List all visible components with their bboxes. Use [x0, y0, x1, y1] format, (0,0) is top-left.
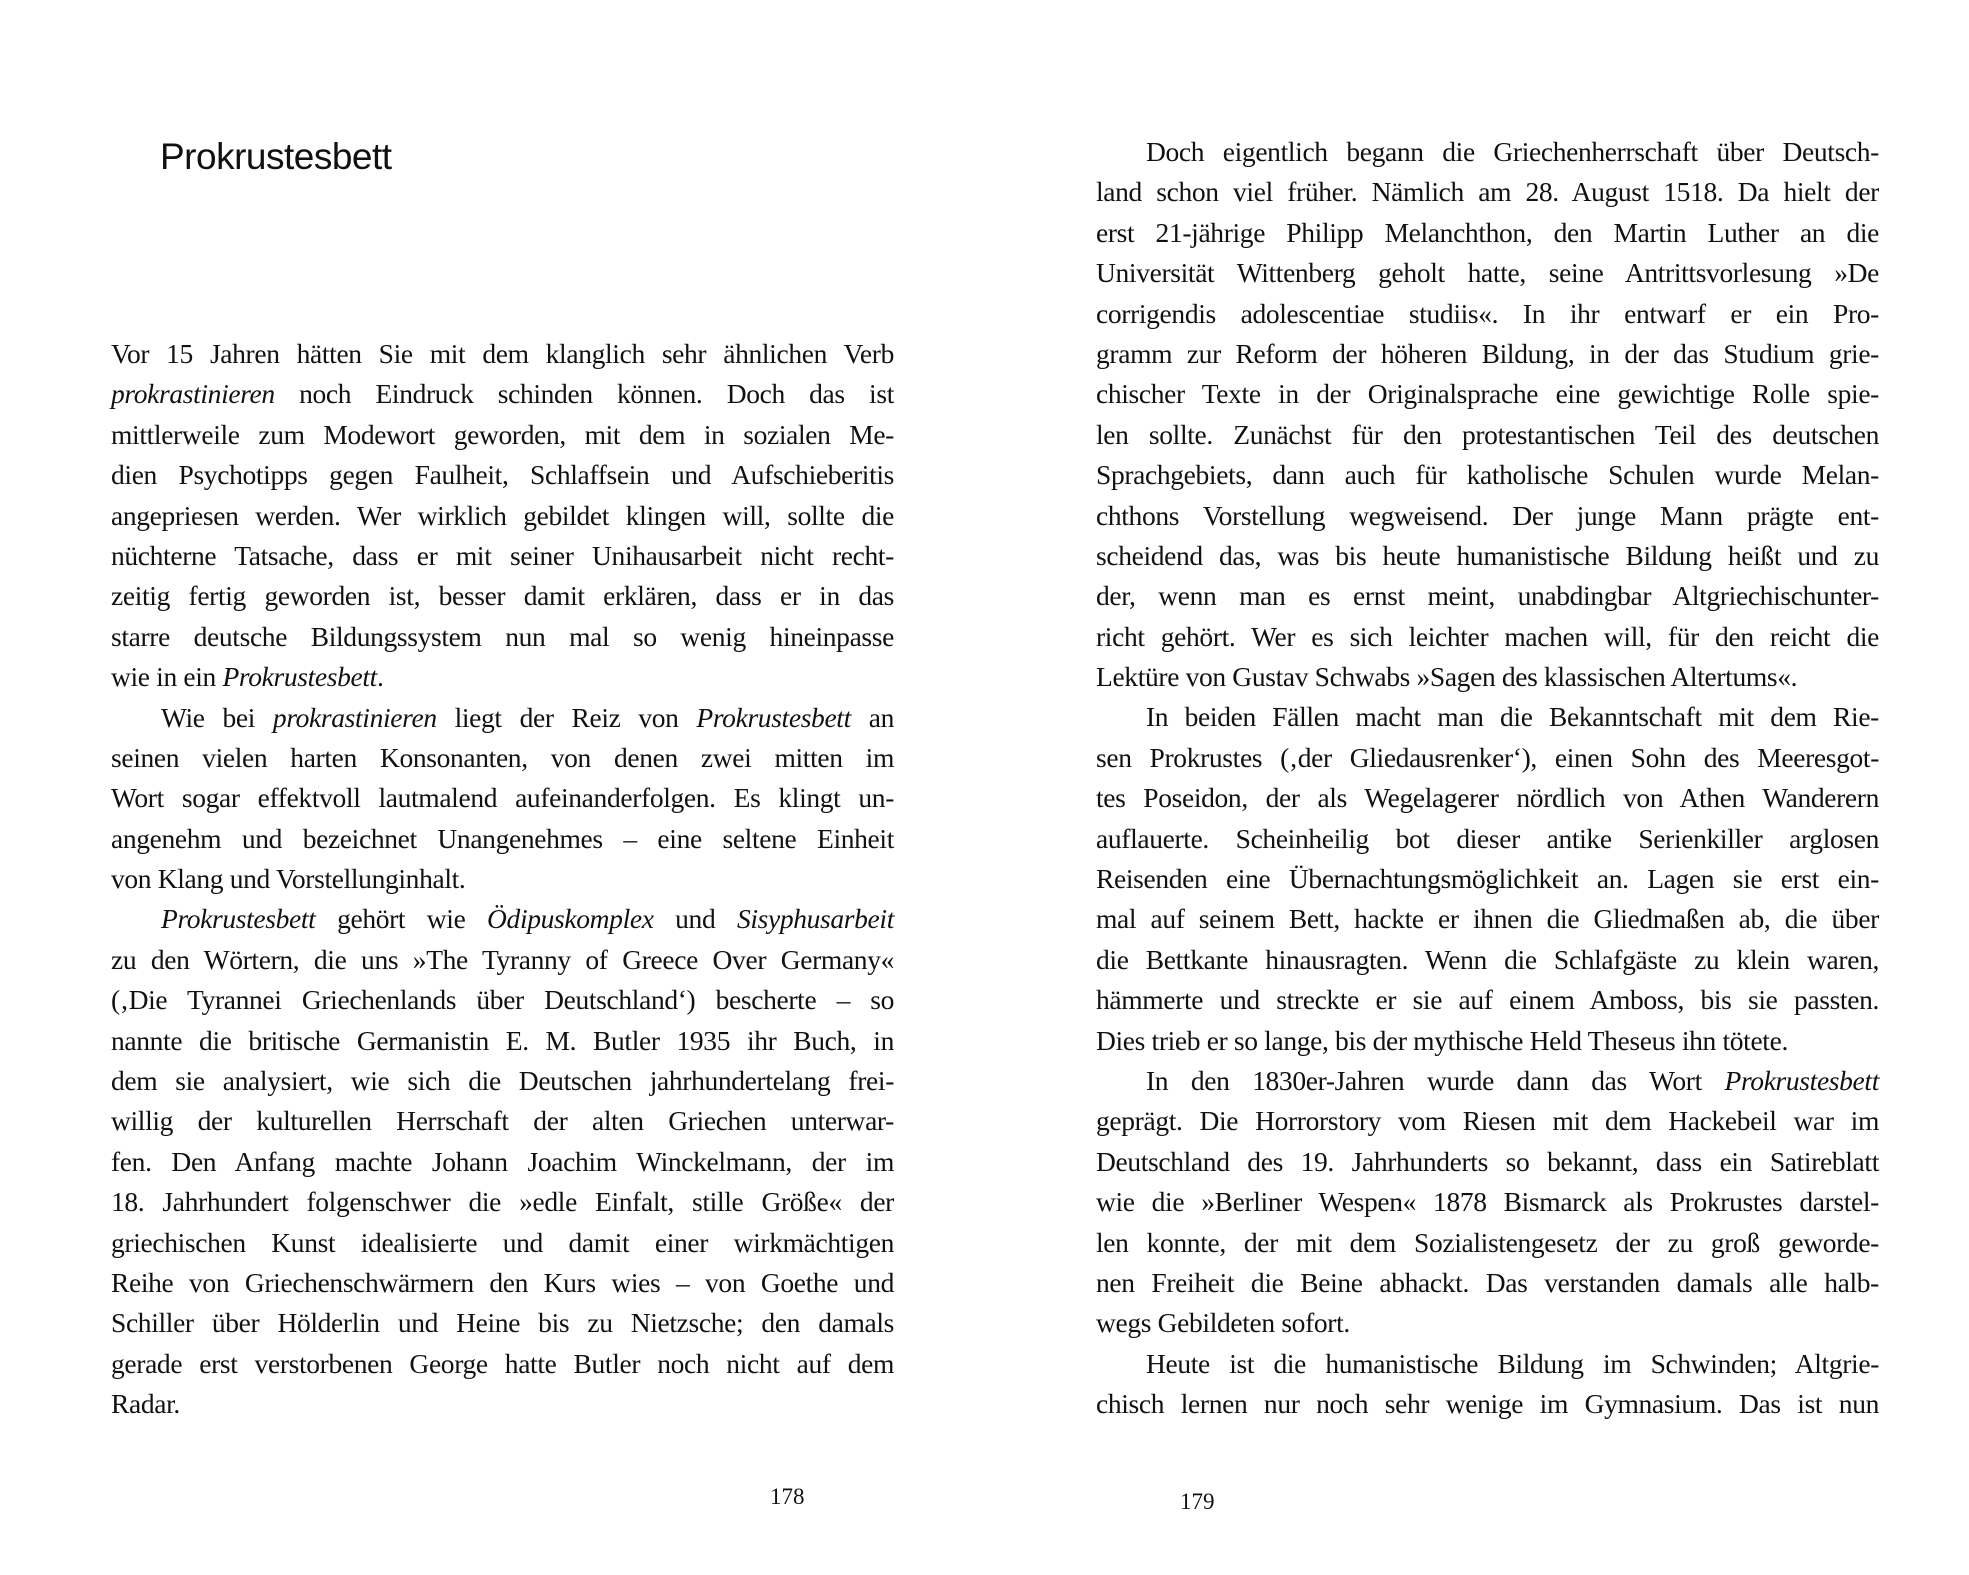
text-segment: mittlerweile zum Modewort geworden, mit dem in sozialen Me-: [111, 418, 894, 450]
text-line: [1096, 172, 1879, 212]
text-segment: auflauerte. Scheinheilig bot dieser antike Serienkiller arglosen: [1096, 822, 1879, 854]
left-page-body: [111, 334, 894, 1425]
text-line: [111, 374, 894, 414]
paragraph: [111, 899, 894, 1424]
text-segment: In den 1830er-Jahren wurde dann das Wort: [1146, 1064, 1725, 1096]
text-line: [1096, 374, 1879, 414]
text-line: [111, 859, 894, 899]
italic-term: Ödipuskomplex: [487, 903, 654, 935]
text-line: [1096, 1223, 1879, 1263]
text-segment: Radar.: [111, 1388, 180, 1420]
paragraph: [111, 698, 894, 900]
text-line: [111, 617, 894, 657]
text-segment: nen Freiheit die Beine abhackt. Das verstanden damals alle halb-: [1096, 1266, 1879, 1298]
text-line: [1096, 1344, 1879, 1384]
text-segment: Wort sogar effektvoll lautmalend aufeinanderfolgen. Es klingt un-: [111, 782, 894, 814]
italic-term: Prokrustesbett: [222, 661, 377, 693]
text-line: [1096, 1384, 1879, 1424]
right-page-body: [1096, 132, 1879, 1425]
text-line: [111, 1182, 894, 1222]
italic-term: Prokrustesbett: [696, 701, 851, 733]
text-segment: gerade erst verstorbenen George hatte Butler noch nicht auf dem: [111, 1347, 894, 1379]
text-line: [1096, 1182, 1879, 1222]
text-segment: wegs Gebildeten sofort.: [1096, 1307, 1350, 1339]
text-line: [1096, 1263, 1879, 1303]
text-segment: Universität Wittenberg geholt hatte, seine Antrittsvorlesung »De: [1096, 257, 1879, 289]
text-line: [111, 738, 894, 778]
text-line: [1096, 899, 1879, 939]
text-segment: angepriesen werden. Wer wirklich gebildet klingen will, sollte die: [111, 499, 894, 531]
text-segment: Schiller über Hölderlin und Heine bis zu Nietzsche; den damals: [111, 1307, 894, 1339]
italic-term: prokrastinieren: [111, 378, 275, 410]
text-segment: gramm zur Reform der höheren Bildung, in der das Studium grie-: [1096, 337, 1879, 369]
text-segment: richt gehört. Wer es sich leichter machen will, für den reicht die: [1096, 620, 1879, 652]
text-line: [1096, 213, 1879, 253]
text-segment: 18. Jahrhundert folgenschwer die »edle Einfalt, stille Größe« der: [111, 1186, 894, 1218]
text-segment: griechischen Kunst idealisierte und damit einer wirkmächtigen: [111, 1226, 894, 1258]
text-line: [1096, 617, 1879, 657]
text-line: [111, 536, 894, 576]
text-line: [111, 1303, 894, 1343]
text-line: [111, 778, 894, 818]
text-segment: Reihe von Griechenschwärmern den Kurs wies – von Goethe und: [111, 1266, 894, 1298]
text-line: [1096, 455, 1879, 495]
paragraph: [1096, 132, 1879, 697]
text-segment: Dies trieb er so lange, bis der mythische Held Theseus ihn tötete.: [1096, 1024, 1788, 1056]
page-number-right: 179: [1180, 1489, 1215, 1514]
text-line: [1096, 1021, 1879, 1061]
text-line: [111, 698, 894, 738]
text-segment: Heute ist die humanistische Bildung im Schwinden; Altgrie-: [1146, 1347, 1879, 1379]
text-segment: willig der kulturellen Herrschaft der alten Griechen unterwar-: [111, 1105, 894, 1137]
text-line: [111, 1142, 894, 1182]
text-segment: starre deutsche Bildungssystem nun mal so wenig hineinpasse: [111, 620, 894, 652]
text-line: [1096, 496, 1879, 536]
text-segment: seinen vielen harten Konsonanten, von denen zwei mitten im: [111, 741, 894, 773]
text-segment: Lektüre von Gustav Schwabs »Sagen des klassischen Altertums«.: [1096, 661, 1798, 693]
text-segment: land schon viel früher. Nämlich am 28. August 1518. Da hielt der: [1096, 176, 1879, 208]
text-segment: scheidend das, was bis heute humanistische Bildung heißt und zu: [1096, 539, 1879, 571]
text-segment: zu den Wörtern, die uns »The Tyranny of Greece Over Germany«: [111, 943, 894, 975]
text-line: [1096, 334, 1879, 374]
italic-term: Sisyphusarbeit: [736, 903, 894, 935]
paragraph: [1096, 697, 1879, 1061]
text-line: [1096, 738, 1879, 778]
text-segment: Doch eigentlich begann die Griechenherrschaft über Deutsch-: [1146, 136, 1879, 167]
text-line: [1096, 536, 1879, 576]
text-segment: len sollte. Zunächst für den protestantischen Teil des deutschen: [1096, 418, 1879, 450]
text-line: [1096, 132, 1879, 172]
text-line: [111, 1384, 894, 1424]
text-line: [111, 455, 894, 495]
text-segment: hämmerte und streckte er sie auf einem Amboss, bis sie passten.: [1096, 984, 1879, 1016]
text-line: [111, 1223, 894, 1263]
text-line: [1096, 253, 1879, 293]
text-line: [111, 940, 894, 980]
text-segment: nannte die britische Germanistin E. M. Butler 1935 ihr Buch, in: [111, 1024, 894, 1056]
text-line: [111, 496, 894, 536]
italic-term: prokrastinieren: [272, 701, 437, 733]
text-segment: fen. Den Anfang machte Johann Joachim Winckelmann, der im: [111, 1145, 894, 1177]
text-line: [111, 819, 894, 859]
chapter-title: Prokrustesbett: [160, 136, 392, 177]
text-segment: sen Prokrustes (‚der Gliedausrenker‘), einen Sohn des Meeresgot-: [1096, 741, 1879, 773]
text-line: [1096, 576, 1879, 616]
text-segment: erst 21-jährige Philipp Melanchthon, den Martin Luther an die: [1096, 216, 1879, 248]
text-line: [111, 899, 894, 939]
text-segment: Vor 15 Jahren hätten Sie mit dem klanglich sehr ähnlichen Verb: [111, 338, 894, 369]
text-segment: gehört wie: [315, 903, 488, 935]
text-segment: len konnte, der mit dem Sozialistengesetz der zu groß geworde-: [1096, 1226, 1879, 1258]
text-segment: nüchterne Tatsache, dass er mit seiner Unihausarbeit nicht recht-: [111, 539, 894, 571]
text-line: [1096, 940, 1879, 980]
italic-term: Prokrustesbett: [161, 903, 316, 935]
text-segment: mal auf seinem Bett, hackte er ihnen die Gliedmaßen ab, die über: [1096, 903, 1879, 935]
text-segment: dem sie analysiert, wie sich die Deutschen jahrhundertelang frei-: [111, 1065, 894, 1097]
text-line: [1096, 980, 1879, 1020]
text-line: [111, 1263, 894, 1303]
paragraph: [111, 334, 894, 698]
text-line: [1096, 1303, 1879, 1343]
paragraph: [1096, 1344, 1879, 1425]
text-line: [111, 576, 894, 616]
text-segment: (‚Die Tyrannei Griechenlands über Deutschland‘) bescherte – so: [111, 984, 894, 1016]
text-segment: geprägt. Die Horrorstory vom Riesen mit dem Hackebeil war im: [1096, 1105, 1879, 1137]
text-segment: von Klang und Vorstellunginhalt.: [111, 863, 466, 895]
text-segment: und: [653, 903, 737, 935]
text-line: [111, 1344, 894, 1384]
text-segment: wie die »Berliner Wespen« 1878 Bismarck als Prokrustes darstel-: [1096, 1186, 1879, 1218]
text-line: [1096, 415, 1879, 455]
italic-term: Prokrustesbett: [1724, 1064, 1879, 1096]
text-line: [1096, 1061, 1879, 1101]
text-segment: corrigendis adolescentiae studiis«. In ihr entwarf er ein Pro-: [1096, 297, 1879, 329]
text-segment: wie in ein: [111, 661, 223, 693]
text-segment: chischer Texte in der Originalsprache eine gewichtige Rolle spie-: [1096, 378, 1879, 410]
paragraph: [1096, 1061, 1879, 1344]
text-line: [111, 657, 894, 697]
text-line: [111, 1021, 894, 1061]
text-segment: der, wenn man es ernst meint, unabdingbar Altgriechischunter-: [1096, 580, 1879, 612]
text-segment: Deutschland des 19. Jahrhunderts so bekannt, dass ein Satireblatt: [1096, 1145, 1879, 1177]
text-line: [1096, 294, 1879, 334]
text-line: [1096, 1101, 1879, 1141]
text-segment: tes Poseidon, der als Wegelagerer nördlich von Athen Wanderern: [1096, 782, 1879, 814]
text-segment: zeitig fertig geworden ist, besser damit erklären, dass er in das: [111, 580, 894, 612]
text-line: [1096, 697, 1879, 737]
text-segment: dien Psychotipps gegen Faulheit, Schlaffsein und Aufschieberitis: [111, 459, 894, 491]
text-line: [1096, 778, 1879, 818]
text-line: [111, 980, 894, 1020]
text-line: [111, 334, 894, 374]
text-line: [1096, 657, 1879, 697]
text-line: [111, 1101, 894, 1141]
text-segment: .: [376, 661, 384, 693]
text-segment: chthons Vorstellung wegweisend. Der junge Mann prägte ent-: [1096, 499, 1879, 531]
text-line: [1096, 819, 1879, 859]
text-segment: Sprachgebiets, dann auch für katholische Schulen wurde Melan-: [1096, 459, 1879, 491]
text-line: [1096, 859, 1879, 899]
text-line: [1096, 1142, 1879, 1182]
text-segment: die Bettkante hinausragten. Wenn die Schlafgäste zu klein waren,: [1096, 943, 1879, 975]
text-segment: noch Eindruck schinden können. Doch das ist: [274, 378, 894, 410]
text-segment: In beiden Fällen macht man die Bekanntschaft mit dem Rie-: [1146, 701, 1879, 733]
text-segment: an: [850, 701, 895, 733]
text-line: [111, 415, 894, 455]
text-segment: angenehm und bezeichnet Unangenehmes – eine seltene Einheit: [111, 822, 894, 854]
text-segment: Wie bei: [161, 701, 273, 733]
text-segment: chisch lernen nur noch sehr wenige im Gymnasium. Das ist nun: [1096, 1388, 1879, 1420]
text-segment: liegt der Reiz von: [436, 701, 697, 733]
page-number-left: 178: [770, 1484, 805, 1509]
text-line: [111, 1061, 894, 1101]
text-segment: Reisenden eine Übernachtungsmöglichkeit an. Lagen sie erst ein-: [1096, 863, 1879, 895]
